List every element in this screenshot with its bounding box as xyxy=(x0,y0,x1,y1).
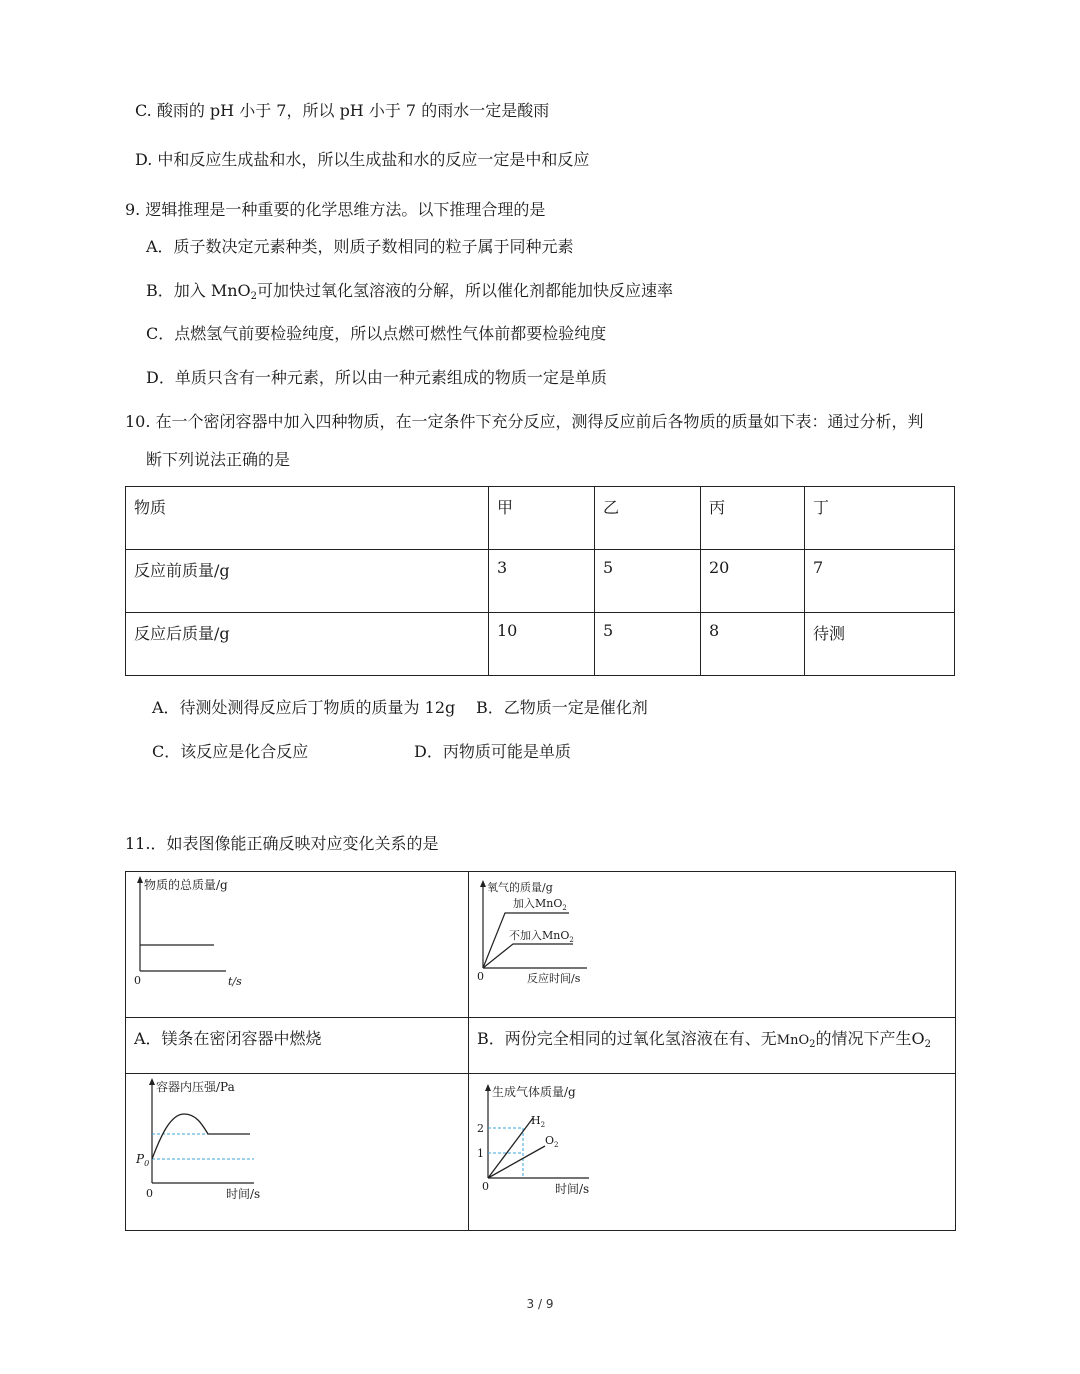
graph-b-xlabel: 反应时间/s xyxy=(527,972,581,985)
graph-a-caption: A．镁条在密闭容器中燃烧 xyxy=(126,1018,469,1074)
q10-option-d: D．丙物质可能是单质 xyxy=(414,742,571,761)
q9-option-c: C．点燃氢气前要检验纯度，所以点燃可燃性气体前都要检验纯度 xyxy=(146,324,607,343)
table-cell: 5 xyxy=(595,550,701,613)
q9-option-d: D．单质只含有一种元素，所以由一种元素组成的物质一定是单质 xyxy=(146,368,607,387)
graph-d-o2-label: $O_2$ xyxy=(545,1134,559,1149)
q9-option-a: A．质子数决定元素种类，则质子数相同的粒子属于同种元素 xyxy=(146,237,574,256)
graph-b-line1-label: 加入MnO$_2$ xyxy=(513,897,567,912)
table-cell: 8 xyxy=(701,613,805,676)
q10-stem-line2: 断下列说法正确的是 xyxy=(146,450,291,469)
q11-stem: 11.．如表图像能正确反映对应变化关系的是 xyxy=(125,834,439,853)
table-row xyxy=(126,487,955,550)
graph-a-y-arrow xyxy=(137,876,143,883)
table-cell: 3 xyxy=(489,550,595,613)
table-row xyxy=(126,613,955,676)
table-cell: 反应后质量/g xyxy=(126,613,489,676)
table-row xyxy=(126,1018,956,1074)
q8-option-c: C. 酸雨的 pH 小于 7，所以 pH 小于 7 的雨水一定是酸雨 xyxy=(135,101,550,120)
graph-d xyxy=(469,1074,955,1226)
graph-a xyxy=(126,872,468,1013)
table-cell: 丙 xyxy=(701,487,805,550)
table-row xyxy=(126,550,955,613)
table-cell: 7 xyxy=(805,550,955,613)
q10-option-b: B．乙物质一定是催化剂 xyxy=(476,698,648,717)
graph-d-tick-2: 2 xyxy=(477,1122,484,1135)
graph-c-y-arrow xyxy=(149,1078,155,1085)
graph-c-p0-label: $P_0$ xyxy=(136,1152,150,1168)
table-cell: 反应前质量/g xyxy=(126,550,489,613)
graph-a-xlabel: t/s xyxy=(228,975,242,988)
graph-b-ylabel: 氧气的质量/g xyxy=(487,881,553,894)
graph-d-h2-label: $H_2$ xyxy=(531,1114,546,1129)
graph-b-origin: 0 xyxy=(477,970,484,983)
graph-c-origin: 0 xyxy=(146,1187,153,1200)
page-number: 3 / 9 xyxy=(526,1297,554,1311)
table-cell: 20 xyxy=(701,550,805,613)
graph-d-origin: 0 xyxy=(482,1180,489,1193)
graph-d-xlabel: 时间/s xyxy=(555,1182,590,1196)
table-cell: 甲 xyxy=(489,487,595,550)
graph-c-ylabel: 容器内压强/Pa xyxy=(156,1080,235,1094)
graph-a-cell xyxy=(126,872,469,1018)
graph-c-pressure-curve xyxy=(152,1114,250,1159)
graph-b-cell xyxy=(469,872,956,1018)
q10-option-a: A．待测处测得反应后丁物质的质量为 12g xyxy=(152,698,456,717)
graph-d-cell xyxy=(469,1074,956,1231)
q8-option-d: D. 中和反应生成盐和水，所以生成盐和水的反应一定是中和反应 xyxy=(135,150,590,169)
table-cell: 丁 xyxy=(805,487,955,550)
graph-b-line2-label: 不加入MnO$_2$ xyxy=(509,929,574,944)
table-row xyxy=(126,1074,956,1231)
table-cell: 待测 xyxy=(805,613,955,676)
table-row xyxy=(126,872,956,1018)
table-cell: 5 xyxy=(595,613,701,676)
graph-c-cell xyxy=(126,1074,469,1231)
graph-b-without-mno2-line xyxy=(483,944,573,968)
graph-c-xlabel: 时间/s xyxy=(226,1187,261,1201)
q11-graph-table xyxy=(125,871,956,1231)
graph-c xyxy=(126,1074,468,1226)
table-cell: 物质 xyxy=(126,487,489,550)
graph-d-tick-1: 1 xyxy=(477,1147,484,1160)
q9-option-b: B．加入 MnO$_2$可加快过氧化氢溶液的分解，所以催化剂都能加快反应速率 xyxy=(146,281,674,302)
graph-d-h2-line xyxy=(488,1118,533,1178)
graph-a-origin: 0 xyxy=(134,974,141,987)
table-cell: 10 xyxy=(489,613,595,676)
graph-b xyxy=(469,872,955,1013)
graph-b-y-arrow xyxy=(480,880,486,887)
table-cell: 乙 xyxy=(595,487,701,550)
q9-stem: 9. 逻辑推理是一种重要的化学思维方法。以下推理合理的是 xyxy=(125,200,546,219)
graph-b-caption: B．两份完全相同的过氧化氢溶液在有、无MnO$_2$的情况下产生$O_2$ xyxy=(469,1018,956,1074)
q10-option-c: C．该反应是化合反应 xyxy=(152,742,309,761)
graph-a-ylabel: 物质的总质量/g xyxy=(144,878,228,892)
graph-d-ylabel: 生成气体质量/g xyxy=(492,1085,576,1099)
graph-d-o2-line xyxy=(488,1146,545,1178)
graph-d-y-arrow xyxy=(485,1084,491,1091)
q10-mass-table xyxy=(125,486,955,676)
q10-stem-line1: 10. 在一个密闭容器中加入四种物质，在一定条件下充分反应，测得反应前后各物质的质量如下表：通过分析，判 xyxy=(125,412,924,431)
